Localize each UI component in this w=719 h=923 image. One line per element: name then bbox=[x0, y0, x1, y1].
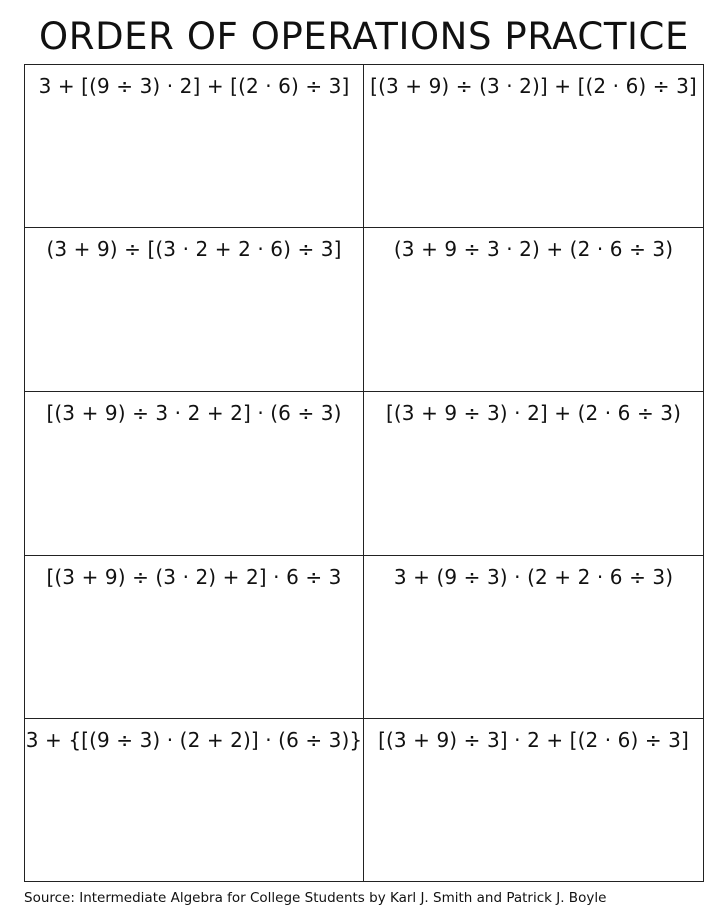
problem-cell bbox=[25, 392, 364, 556]
problem-grid bbox=[24, 64, 704, 882]
problem-cell bbox=[364, 65, 703, 228]
problem-expression: [(3 + 9) ÷ (3 · 2) + 2] · 6 ÷ 3 bbox=[46, 565, 342, 589]
problem-cell bbox=[25, 65, 364, 228]
problem-expression: 3 + {[(9 ÷ 3) · (2 + 2)] · (6 ÷ 3)} bbox=[25, 728, 363, 752]
problem-cell bbox=[364, 719, 703, 881]
problem-expression: [(3 + 9) ÷ 3 · 2 + 2] · (6 ÷ 3) bbox=[46, 401, 342, 425]
problem-cell bbox=[364, 392, 703, 556]
problem-expression: 3 + (9 ÷ 3) · (2 + 2 · 6 ÷ 3) bbox=[393, 565, 674, 589]
problem-cell bbox=[25, 719, 364, 881]
worksheet-title: ORDER OF OPERATIONS PRACTICE bbox=[39, 15, 689, 58]
problem-cell bbox=[25, 556, 364, 719]
problem-expression: (3 + 9 ÷ 3 · 2) + (2 · 6 ÷ 3) bbox=[393, 237, 674, 261]
problem-cell bbox=[25, 228, 364, 392]
problem-expression: [(3 + 9) ÷ (3 · 2)] + [(2 · 6) ÷ 3] bbox=[370, 74, 697, 98]
problem-cell bbox=[364, 228, 703, 392]
problem-expression: (3 + 9) ÷ [(3 · 2 + 2 · 6) ÷ 3] bbox=[46, 237, 342, 261]
source-citation: Source: Intermediate Algebra for College Students by Karl J. Smith and Patrick J. Boyle bbox=[24, 890, 607, 906]
problem-expression: 3 + [(9 ÷ 3) · 2] + [(2 · 6) ÷ 3] bbox=[38, 74, 350, 98]
problem-expression: [(3 + 9) ÷ 3] · 2 + [(2 · 6) ÷ 3] bbox=[378, 728, 689, 752]
problem-cell bbox=[364, 556, 703, 719]
problem-expression: [(3 + 9 ÷ 3) · 2] + (2 · 6 ÷ 3) bbox=[385, 401, 682, 425]
